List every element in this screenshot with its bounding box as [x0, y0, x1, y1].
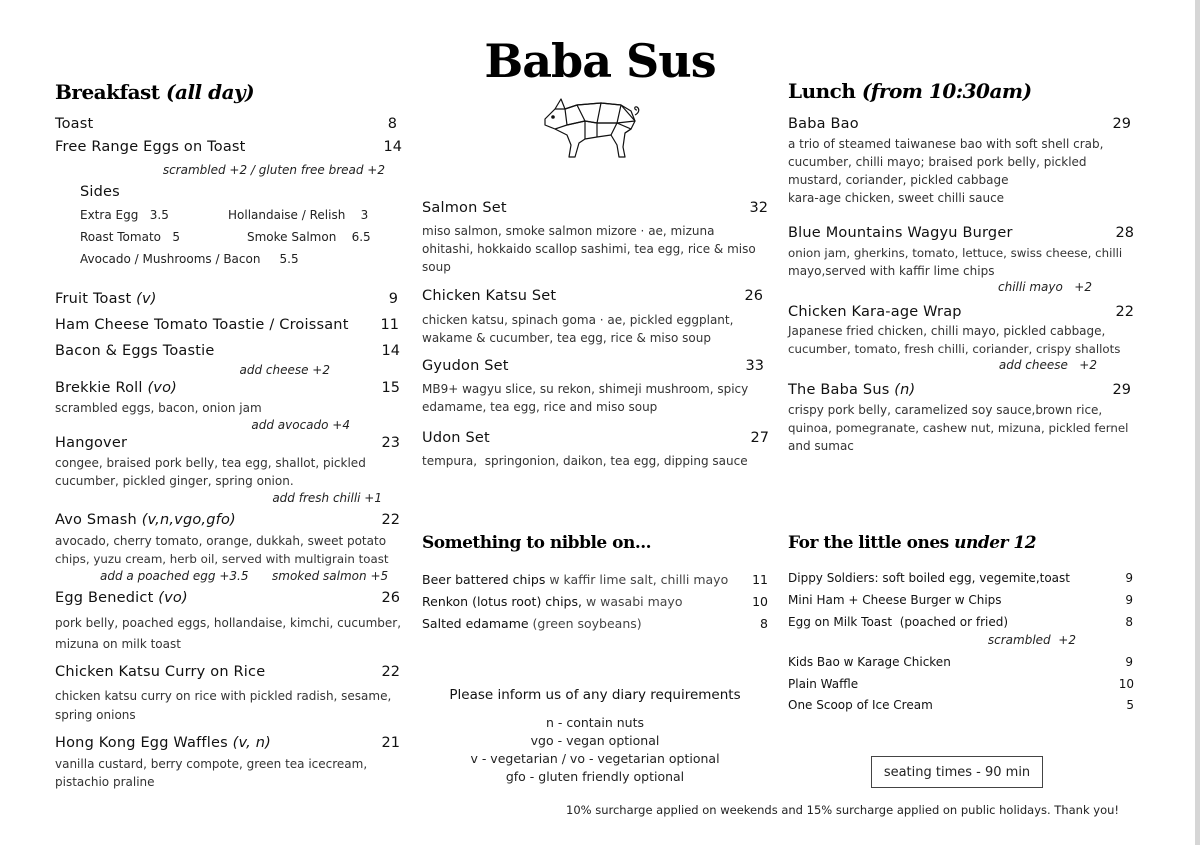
kids-item-dippy: Dippy Soldiers: soft boiled egg, vegemite,toast 9 — [788, 571, 1133, 585]
brand-title: Baba Sus — [484, 34, 716, 88]
desc-avo-2: chips, yuzu cream, herb oil, served with multigrain toast — [55, 552, 389, 566]
menu-item-fruit-toast: Fruit Toast (v) 9 — [55, 291, 398, 307]
dietary-v: v - vegetarian / vo - vegetarian optional — [470, 751, 720, 766]
desc-bao-3: mustard, coriander, pickled cabbage — [788, 173, 1009, 187]
menu-item-egg-benedict: Egg Benedict (vo) 26 — [55, 590, 400, 606]
desc-wrap-2: cucumber, tomato, fresh chilli, coriander, crispy shallots — [788, 342, 1121, 356]
desc-salmon-2: ohitashi, hokkaido scallop sashimi, tea egg, rice & miso — [422, 242, 756, 256]
addon-brekkie: add avocado +4 — [251, 418, 350, 432]
desc-brekkie-roll: scrambled eggs, bacon, onion jam — [55, 401, 262, 415]
desc-udon: tempura, springonion, daikon, tea egg, dipping sauce — [422, 454, 748, 468]
desc-babasus-1: crispy pork belly, caramelized soy sauce,brown rice, — [788, 403, 1103, 417]
side-roast-tomato: Roast Tomato 5 — [80, 230, 181, 244]
desc-babasus-3: and sumac — [788, 439, 854, 453]
addon-bacon-eggs: add cheese +2 — [239, 363, 330, 377]
desc-babasus-2: quinoa, pomegranate, cashew nut, mizuna, pickled fernel — [788, 421, 1129, 435]
desc-bao-4: kara-age chicken, sweet chilli sauce — [788, 191, 1005, 205]
side-smoke-salmon: Smoke Salmon 6.5 — [247, 230, 371, 244]
desc-gyudon-2: edamame, tea egg, rice and miso soup — [422, 400, 658, 414]
desc-curry-1: chicken katsu curry on rice with pickled radish, sesame, — [55, 689, 392, 703]
menu-item-eggs-on-toast: Free Range Eggs on Toast 14 — [55, 139, 402, 155]
menu-item-katsu-set: Chicken Katsu Set 26 — [422, 288, 763, 304]
nibble-item-chips: Beer battered chips w kaffir lime salt, chilli mayo 11 — [422, 572, 768, 587]
kids-item-bao: Kids Bao w Karage Chicken 9 — [788, 655, 1133, 669]
desc-wrap-1: Japanese fried chicken, chilli mayo, pickled cabbage, — [788, 324, 1106, 338]
desc-bao-1: a trio of steamed taiwanese bao with soft shell crab, — [788, 137, 1104, 151]
sides-heading: Sides — [80, 184, 120, 200]
desc-burger-2: mayo,served with kaffir lime chips — [788, 264, 995, 278]
desc-hangover-2: cucumber, pickled ginger, spring onion. — [55, 474, 294, 488]
menu-item-gyudon-set: Gyudon Set 33 — [422, 358, 764, 374]
kids-item-egg-milk-toast: Egg on Milk Toast (poached or fried) 8 — [788, 615, 1133, 629]
desc-katsu-1: chicken katsu, spinach goma · ae, pickled eggplant, — [422, 313, 734, 327]
menu-item-the-baba-sus: The Baba Sus (n) 29 — [788, 382, 1131, 398]
desc-salmon-3: soup — [422, 260, 451, 274]
desc-salmon-1: miso salmon, smoke salmon mizore · ae, mizuna — [422, 224, 715, 238]
kids-item-mini-burger: Mini Ham + Cheese Burger w Chips 9 — [788, 593, 1133, 607]
addon-eggs: scrambled +2 / gluten free bread +2 — [162, 163, 385, 177]
menu-item-bacon-eggs: Bacon & Eggs Toastie 14 — [55, 343, 400, 359]
menu-item-salmon-set: Salmon Set 32 — [422, 200, 768, 216]
menu-item-toastie: Ham Cheese Tomato Toastie / Croissant 11 — [55, 317, 399, 333]
breakfast-heading: Breakfast (all day) — [55, 80, 255, 104]
addon-avo-egg: add a poached egg +3.5 — [100, 569, 249, 583]
nibble-heading: Something to nibble on... — [422, 533, 652, 553]
menu-item-karaage-wrap: Chicken Kara-age Wrap 22 — [788, 304, 1134, 320]
scrollbar-track — [1195, 0, 1200, 845]
nibble-item-renkon: Renkon (lotus root) chips, w wasabi mayo 10 — [422, 594, 768, 609]
desc-katsu-2: wakame & cucumber, tea egg, rice & miso soup — [422, 331, 711, 345]
desc-benedict-2: mizuna on milk toast — [55, 637, 181, 651]
desc-waffles-2: pistachio praline — [55, 775, 155, 789]
dietary-gfo: gfo - gluten friendly optional — [505, 769, 685, 784]
desc-bao-2: cucumber, chilli mayo; braised pork belly, pickled — [788, 155, 1087, 169]
menu-item-toast: Toast 8 — [55, 116, 397, 132]
pig-logo-icon — [541, 95, 641, 161]
side-avocado: Avocado / Mushrooms / Bacon 5.5 — [80, 252, 299, 266]
dietary-heading: Please inform us of any diary requirements — [449, 687, 741, 703]
kids-item-waffle: Plain Waffle 10 — [788, 677, 1134, 691]
menu-item-brekkie-roll: Brekkie Roll (vo) 15 — [55, 380, 400, 396]
desc-benedict-1: pork belly, poached eggs, hollandaise, kimchi, cucumber, — [55, 616, 402, 630]
addon-avo-salmon: smoked salmon +5 — [272, 569, 389, 583]
addon-burger: chilli mayo +2 — [998, 280, 1092, 294]
addon-kids-egg: scrambled +2 — [987, 633, 1076, 647]
menu-item-udon-set: Udon Set 27 — [422, 430, 769, 446]
menu-item-hangover: Hangover 23 — [55, 435, 400, 451]
desc-avo-1: avocado, cherry tomato, orange, dukkah, sweet potato — [55, 534, 387, 548]
side-hollandaise: Hollandaise / Relish 3 — [228, 208, 369, 222]
menu-item-avo-smash: Avo Smash (v,n,vgo,gfo) 22 — [55, 512, 400, 528]
addon-hangover: add fresh chilli +1 — [272, 491, 382, 505]
desc-burger-1: onion jam, gherkins, tomato, lettuce, swiss cheese, chilli — [788, 246, 1123, 260]
menu-item-baba-bao: Baba Bao 29 — [788, 116, 1131, 132]
surcharge-footer: 10% surcharge applied on weekends and 15% surcharge applied on public holidays. Thank you! — [566, 803, 1120, 817]
dietary-vgo: vgo - vegan optional — [530, 733, 660, 748]
desc-gyudon-1: MB9+ wagyu slice, su rekon, shimeji mushroom, spicy — [422, 382, 749, 396]
desc-curry-2: spring onions — [55, 708, 136, 722]
kids-item-ice-cream: One Scoop of Ice Cream 5 — [788, 698, 1134, 712]
desc-hangover-1: congee, braised pork belly, tea egg, shallot, pickled — [55, 456, 366, 470]
menu-item-egg-waffles: Hong Kong Egg Waffles (v, n) 21 — [55, 735, 400, 751]
addon-wrap: add cheese +2 — [998, 358, 1097, 372]
nibble-item-edamame: Salted edamame (green soybeans) 8 — [422, 616, 768, 631]
desc-waffles-1: vanilla custard, berry compote, green tea icecream, — [55, 757, 368, 771]
dietary-n: n - contain nuts — [545, 715, 644, 730]
menu-item-wagyu-burger: Blue Mountains Wagyu Burger 28 — [788, 225, 1134, 241]
kids-heading: For the little ones under 12 — [788, 533, 1037, 553]
seating-times-box: seating times - 90 min — [871, 756, 1043, 788]
side-extra-egg: Extra Egg 3.5 — [80, 208, 169, 222]
menu-item-katsu-curry: Chicken Katsu Curry on Rice 22 — [55, 664, 400, 680]
lunch-heading: Lunch (from 10:30am) — [788, 79, 1032, 103]
